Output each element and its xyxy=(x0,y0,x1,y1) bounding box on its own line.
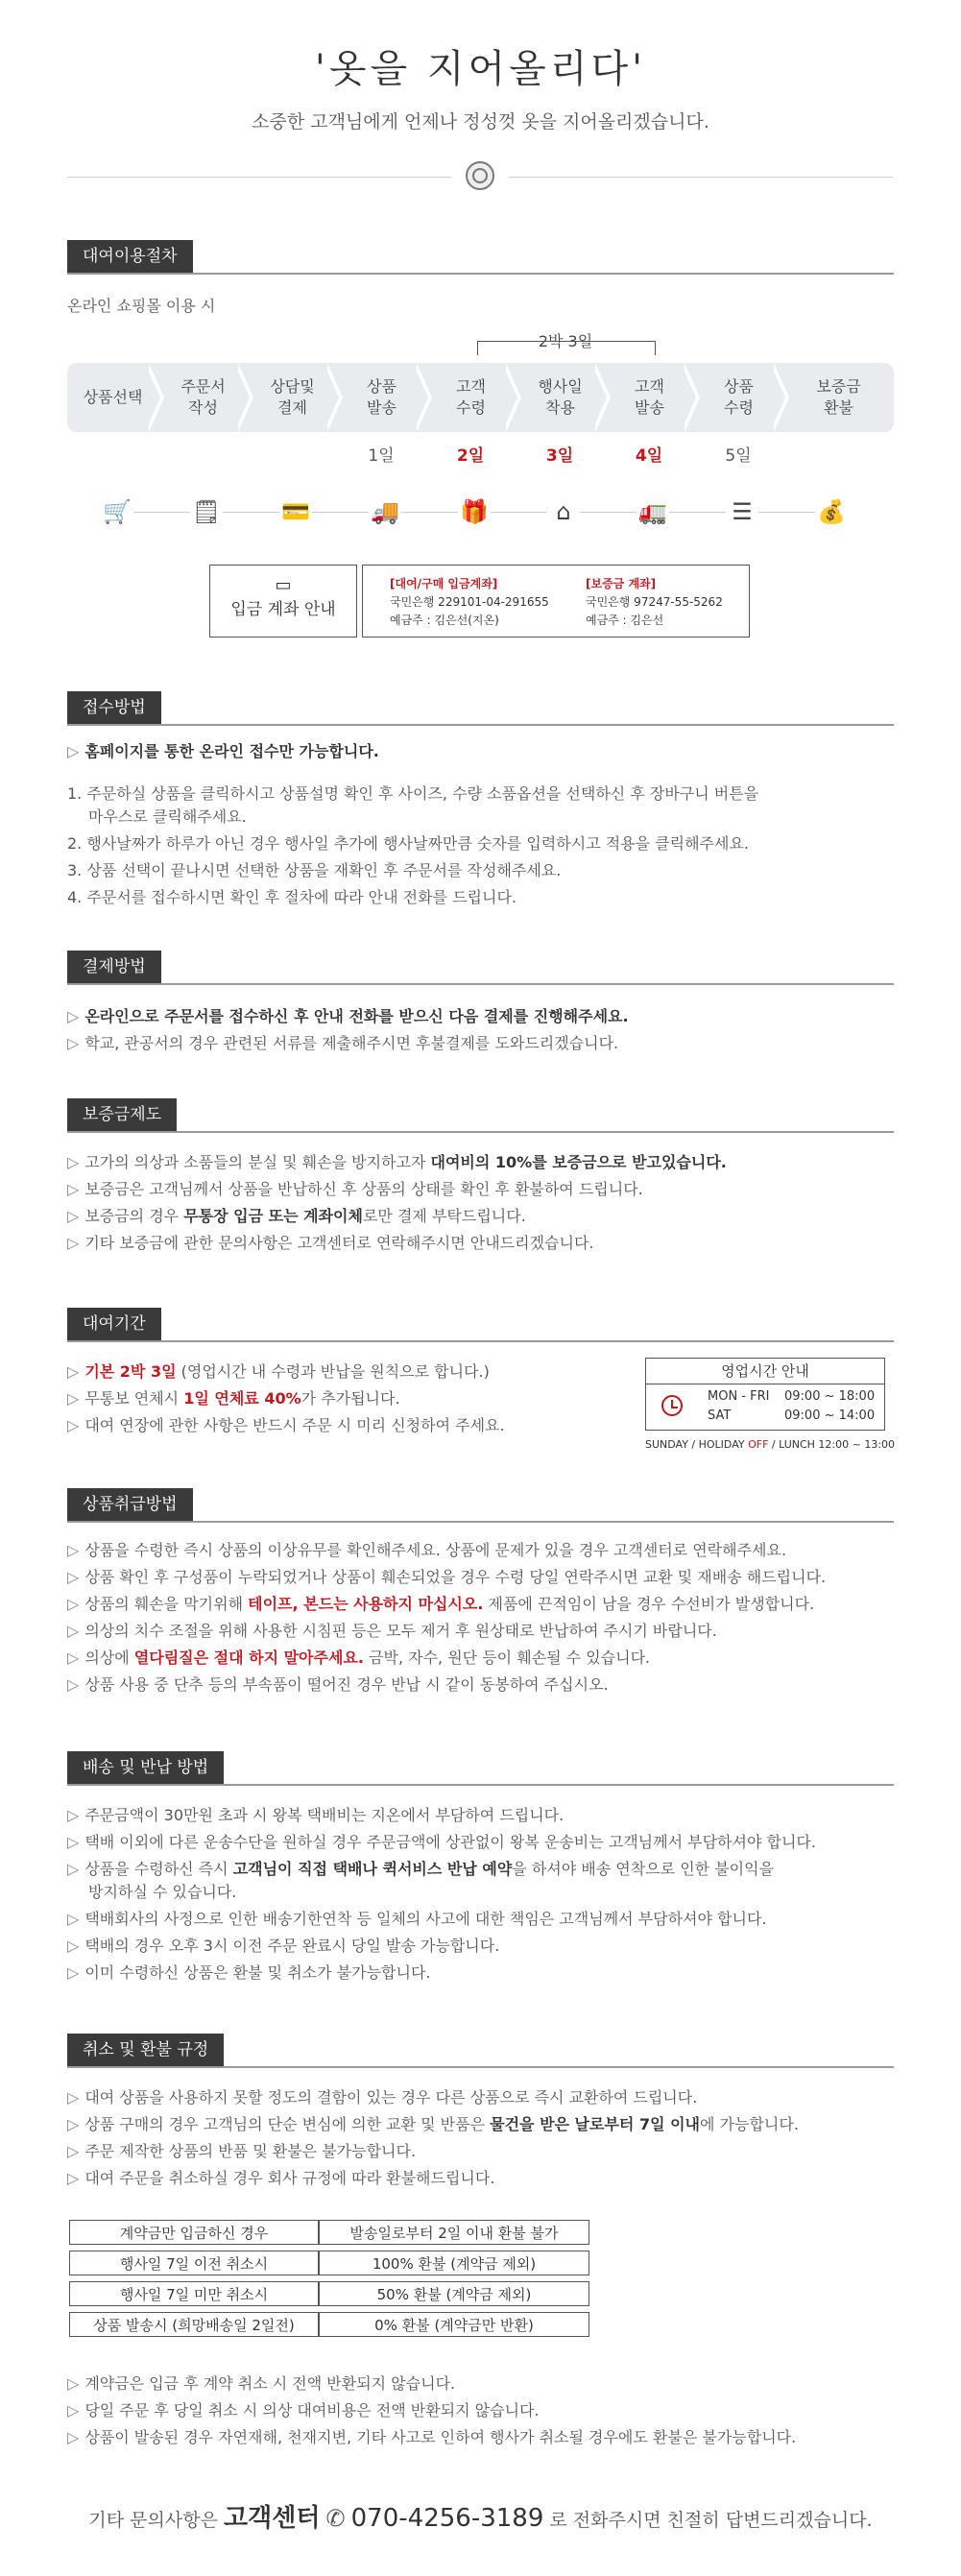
shipping-item: ▷ 상품을 수령하신 즉시 고객님이 직접 택배나 퀵서비스 반납 예약을 하셔야 배송 연착으로 인한 불이익을 xyxy=(67,1860,775,1878)
table-cell: 계약금만 입금하신 경우 xyxy=(69,2220,319,2245)
section-label: 접수방법 xyxy=(67,691,161,724)
hours-footnote: SUNDAY / HOLIDAY OFF / LUNCH 12:00 ~ 13:00 xyxy=(645,1438,896,1451)
section-label: 대여기간 xyxy=(67,1308,161,1340)
chevron-separator xyxy=(502,363,517,432)
phone-icon: ✆ xyxy=(325,2505,346,2532)
reception-item: 1. 주문하실 상품을 클릭하시고 상품설명 확인 후 사이즈, 수량 소품옵션을 선택하신 후 장바구니 버튼을 xyxy=(67,784,759,803)
chevron-separator xyxy=(770,363,785,432)
rental-account xyxy=(390,575,549,630)
table-row xyxy=(69,2220,589,2245)
account-label-box xyxy=(209,565,357,638)
deposit-account-bank: 국민은행 97247-55-5262 xyxy=(586,595,723,609)
shipping-item-cont: 방지하실 수 있습니다. xyxy=(88,1883,237,1901)
reception-item: 마우스로 클릭해주세요. xyxy=(88,807,247,826)
deposit-item: ▷ 보증금의 경우 무통장 입금 또는 계좌이체로만 결제 부탁드립니다. xyxy=(67,1207,526,1225)
table-row xyxy=(69,2281,589,2306)
shipping-item: ▷ 택배회사의 사정으로 인한 배송기한연착 등 일체의 사고에 대한 책임은 고객님께서 부담하셔야 합니다. xyxy=(67,1910,767,1928)
hours-weekday: MON - FRI 09:00 ~ 18:00 xyxy=(708,1389,876,1404)
online-label: 온라인 쇼핑몰 이용 시 xyxy=(67,297,216,315)
deposit-item: ▷ 기타 보증금에 관한 문의사항은 고객센터로 연락해주시면 안내드리겠습니다. xyxy=(67,1234,594,1252)
divider-left xyxy=(67,177,451,178)
cart-add-icon: 🛒 xyxy=(101,495,133,528)
process-step: 상품 수령 xyxy=(724,377,754,417)
table-cell: 발송일로부터 2일 이내 환불 불가 xyxy=(319,2220,589,2245)
hours-title: 영업시간 안내 xyxy=(646,1359,884,1384)
section-label: 보증금제도 xyxy=(67,1098,177,1131)
refund-table xyxy=(69,2214,589,2343)
money-refund-icon: 💰 xyxy=(815,495,848,528)
page-subtitle: 소중한 고객님에게 언제나 정성껏 옷을 지어올리겠습니다. xyxy=(252,111,709,132)
section-label: 취소 및 환불 규정 xyxy=(67,2034,224,2066)
delivery-truck-icon: 🚚 xyxy=(369,495,401,528)
reception-intro: ▷ 홈페이지를 통한 온라인 접수만 가능합니다. xyxy=(67,742,379,760)
period-item: ▷ 대여 연장에 관한 사항은 반드시 주문 시 미리 신청하여 주세요. xyxy=(67,1416,505,1434)
chevron-separator xyxy=(324,363,339,432)
rental-account-holder: 예금주 : 김은선(지온) xyxy=(390,614,499,627)
chevron-separator xyxy=(413,363,428,432)
cancel-note: ▷ 당일 주문 후 당일 취소 시 의상 대여비용은 전액 반환되지 않습니다. xyxy=(67,2401,540,2420)
section-header-period xyxy=(67,1308,894,1342)
checklist-icon: ☰ xyxy=(726,495,758,528)
return-truck-icon: 🚛 xyxy=(637,495,669,528)
cancel-item: ▷ 상품 구매의 경우 고객님의 단순 변심에 의한 교환 및 반품은 물건을 받은 날로부터 7일 이내에 가능합니다. xyxy=(67,2115,799,2133)
process-step: 행사일 착용 xyxy=(538,377,583,417)
day-label: 3일 xyxy=(545,446,574,466)
section-header-deposit xyxy=(67,1098,894,1133)
day-label: 2일 xyxy=(456,446,485,466)
customer-center-label: 고객센터 xyxy=(223,2504,321,2533)
payment-item: ▷ 학교, 관공서의 경우 관련된 서류를 제출해주시면 후불결제를 도와드리겠습니다. xyxy=(67,1034,619,1052)
period-item: ▷ 기본 2박 3일 (영업시간 내 수령과 반납을 원칙으로 합니다.) xyxy=(67,1362,490,1381)
table-cell: 0% 환불 (계약금만 반환) xyxy=(319,2312,589,2337)
cancel-note: ▷ 상품이 발송된 경우 자연재해, 천재지변, 기타 사고로 인하여 행사가 취소될 경우에도 환불은 불가능합니다. xyxy=(67,2428,797,2446)
section-label: 대여이용절차 xyxy=(67,240,193,273)
account-info-box xyxy=(362,565,750,638)
section-header-payment xyxy=(67,951,894,985)
shipping-item: ▷ 택배 이외에 다른 운송수단을 원하실 경우 주문금액에 상관없이 왕복 운송비는 고객님께서 부담하셔야 합니다. xyxy=(67,1833,816,1851)
period-item: ▷ 무통보 연체시 1일 연체료 40%가 추가됩니다. xyxy=(67,1389,400,1408)
reception-item: 3. 상품 선택이 끝나시면 선택한 상품을 재확인 후 주문서를 작성해주세요. xyxy=(67,861,562,879)
shipping-item: ▷ 택배의 경우 오후 3시 이전 주문 완료시 당일 발송 가능합니다. xyxy=(67,1937,500,1955)
cancel-item: ▷ 대여 주문을 취소하실 경우 회사 규정에 따라 환불해드립니다. xyxy=(67,2169,495,2187)
shipping-item: ▷ 주문금액이 30만원 초과 시 왕복 택배비는 지온에서 부담하여 드립니다. xyxy=(67,1806,565,1824)
shipping-item: ▷ 이미 수령하신 상품은 환불 및 취소가 불가능합니다. xyxy=(67,1963,431,1982)
credit-card-icon: 💳 xyxy=(279,495,312,528)
table-row xyxy=(69,2312,589,2337)
day-label: 5일 xyxy=(725,446,752,466)
deposit-item: ▷ 고가의 의상과 소품들의 분실 및 훼손을 방지하고자 대여비의 10%를 보증금으로 받고있습니다. xyxy=(67,1153,727,1171)
page-title: '옷을 지어올리다' xyxy=(314,47,647,91)
rental-account-bank: 국민은행 229101-04-291655 xyxy=(390,595,549,609)
handling-item: ▷ 상품의 훼손을 막기위해 테이프, 본드는 사용하지 마십시오. 제품에 끈적임이 남을 경우 수선비가 발생합니다. xyxy=(67,1595,815,1613)
section-header-process xyxy=(67,240,894,275)
bracket-line xyxy=(477,341,656,355)
table-cell: 50% 환불 (계약금 제외) xyxy=(319,2281,589,2306)
process-step: 상품선택 xyxy=(83,388,143,406)
reception-item: 2. 행사날짜가 하루가 아닌 경우 행사일 추가에 행사날짜만큼 숫자를 입력하시고 적용을 클릭해주세요. xyxy=(67,834,749,853)
chevron-separator xyxy=(681,363,696,432)
table-cell: 행사일 7일 미만 취소시 xyxy=(69,2281,319,2306)
process-step: 고객 수령 xyxy=(456,377,486,417)
hanger-icon: ⌂ xyxy=(547,495,580,528)
section-label: 결제방법 xyxy=(67,951,161,983)
business-hours-box xyxy=(645,1358,885,1431)
process-step: 고객 발송 xyxy=(635,377,664,417)
gift-box-icon: 🎁 xyxy=(458,495,491,528)
handling-item: ▷ 상품 사용 중 단추 등의 부속품이 떨어진 경우 반납 시 같이 동봉하여 주십시오. xyxy=(67,1675,609,1694)
chevron-separator xyxy=(234,363,250,432)
footer-contact: 기타 문의사항은 고객센터 ✆ 070-4256-3189 로 전화주시면 친절히 답변드리겠습니다. xyxy=(88,2504,873,2533)
deposit-account xyxy=(586,575,723,630)
cancel-note: ▷ 계약금은 입금 후 계약 취소 시 전액 반환되지 않습니다. xyxy=(67,2374,456,2393)
section-header-reception xyxy=(67,691,894,726)
section-header-cancel xyxy=(67,2034,894,2068)
handling-item: ▷ 상품 확인 후 구성품이 누락되었거나 상품이 훼손되었을 경우 수령 당일 연락주시면 교환 및 재배송 해드립니다. xyxy=(67,1568,827,1586)
cancel-item: ▷ 주문 제작한 상품의 반품 및 환불은 불가능합니다. xyxy=(67,2142,417,2160)
order-form-icon: 🗒 xyxy=(190,495,223,528)
divider-right xyxy=(509,177,893,178)
process-step: 주문서 작성 xyxy=(180,377,226,417)
payment-item: ▷ 온라인으로 주문서를 접수하신 후 안내 전화를 받으신 다음 결제를 진행해주세요. xyxy=(67,1007,629,1025)
table-row xyxy=(69,2251,589,2275)
card-icon: ▭ xyxy=(275,575,292,595)
reception-item: 4. 주문서를 접수하시면 확인 후 절차에 따라 안내 전화를 드립니다. xyxy=(67,888,517,906)
section-header-shipping xyxy=(67,1751,894,1786)
table-cell: 행사일 7일 이전 취소시 xyxy=(69,2251,319,2275)
phone-number[interactable]: 070-4256-3189 xyxy=(350,2504,544,2533)
cancel-item: ▷ 대여 상품을 사용하지 못할 정도의 결함이 있는 경우 다른 상품으로 즉시 교환하여 드립니다. xyxy=(67,2088,698,2107)
handling-item: ▷ 의상의 치수 조절을 위해 사용한 시침핀 등은 모두 제거 후 원상태로 반납하여 주시기 바랍니다. xyxy=(67,1622,717,1640)
process-step: 보증금 환불 xyxy=(816,377,861,417)
day-label: 4일 xyxy=(635,446,663,466)
day-label: 1일 xyxy=(368,446,395,466)
deposit-item: ▷ 보증금은 고객님께서 상품을 반납하신 후 상품의 상태를 확인 후 환불하여 드립니다. xyxy=(67,1180,643,1198)
process-step: 상품 발송 xyxy=(367,377,396,417)
emblem-icon xyxy=(466,161,494,190)
process-step: 상담및 결제 xyxy=(270,377,315,417)
section-label: 배송 및 반납 방법 xyxy=(67,1751,224,1784)
section-label: 상품취급방법 xyxy=(67,1488,193,1521)
hours-saturday: SAT 09:00 ~ 14:00 xyxy=(708,1408,876,1423)
deposit-account-title: [보증금 계좌] xyxy=(586,577,657,590)
section-header-handling xyxy=(67,1488,894,1523)
chevron-separator xyxy=(145,363,160,432)
deposit-account-holder: 예금주 : 김은선 xyxy=(586,614,664,627)
table-cell: 100% 환불 (계약금 제외) xyxy=(319,2251,589,2275)
account-label: 입금 계좌 안내 xyxy=(230,600,336,619)
table-cell: 상품 발송시 (희망배송일 2일전) xyxy=(69,2312,319,2337)
handling-item: ▷ 상품을 수령한 즉시 상품의 이상유무를 확인해주세요. 상품에 문제가 있을 경우 고객센터로 연락해주세요. xyxy=(67,1541,787,1559)
handling-item: ▷ 의상에 열다림질은 절대 하지 말아주세요. 금박, 자수, 원단 등이 훼손될 수 있습니다. xyxy=(67,1649,651,1667)
bracket-label: 2박 3일 xyxy=(477,329,654,351)
clock-icon xyxy=(661,1395,683,1416)
chevron-separator xyxy=(591,363,607,432)
rental-account-title: [대여/구매 입금계좌] xyxy=(390,577,498,590)
